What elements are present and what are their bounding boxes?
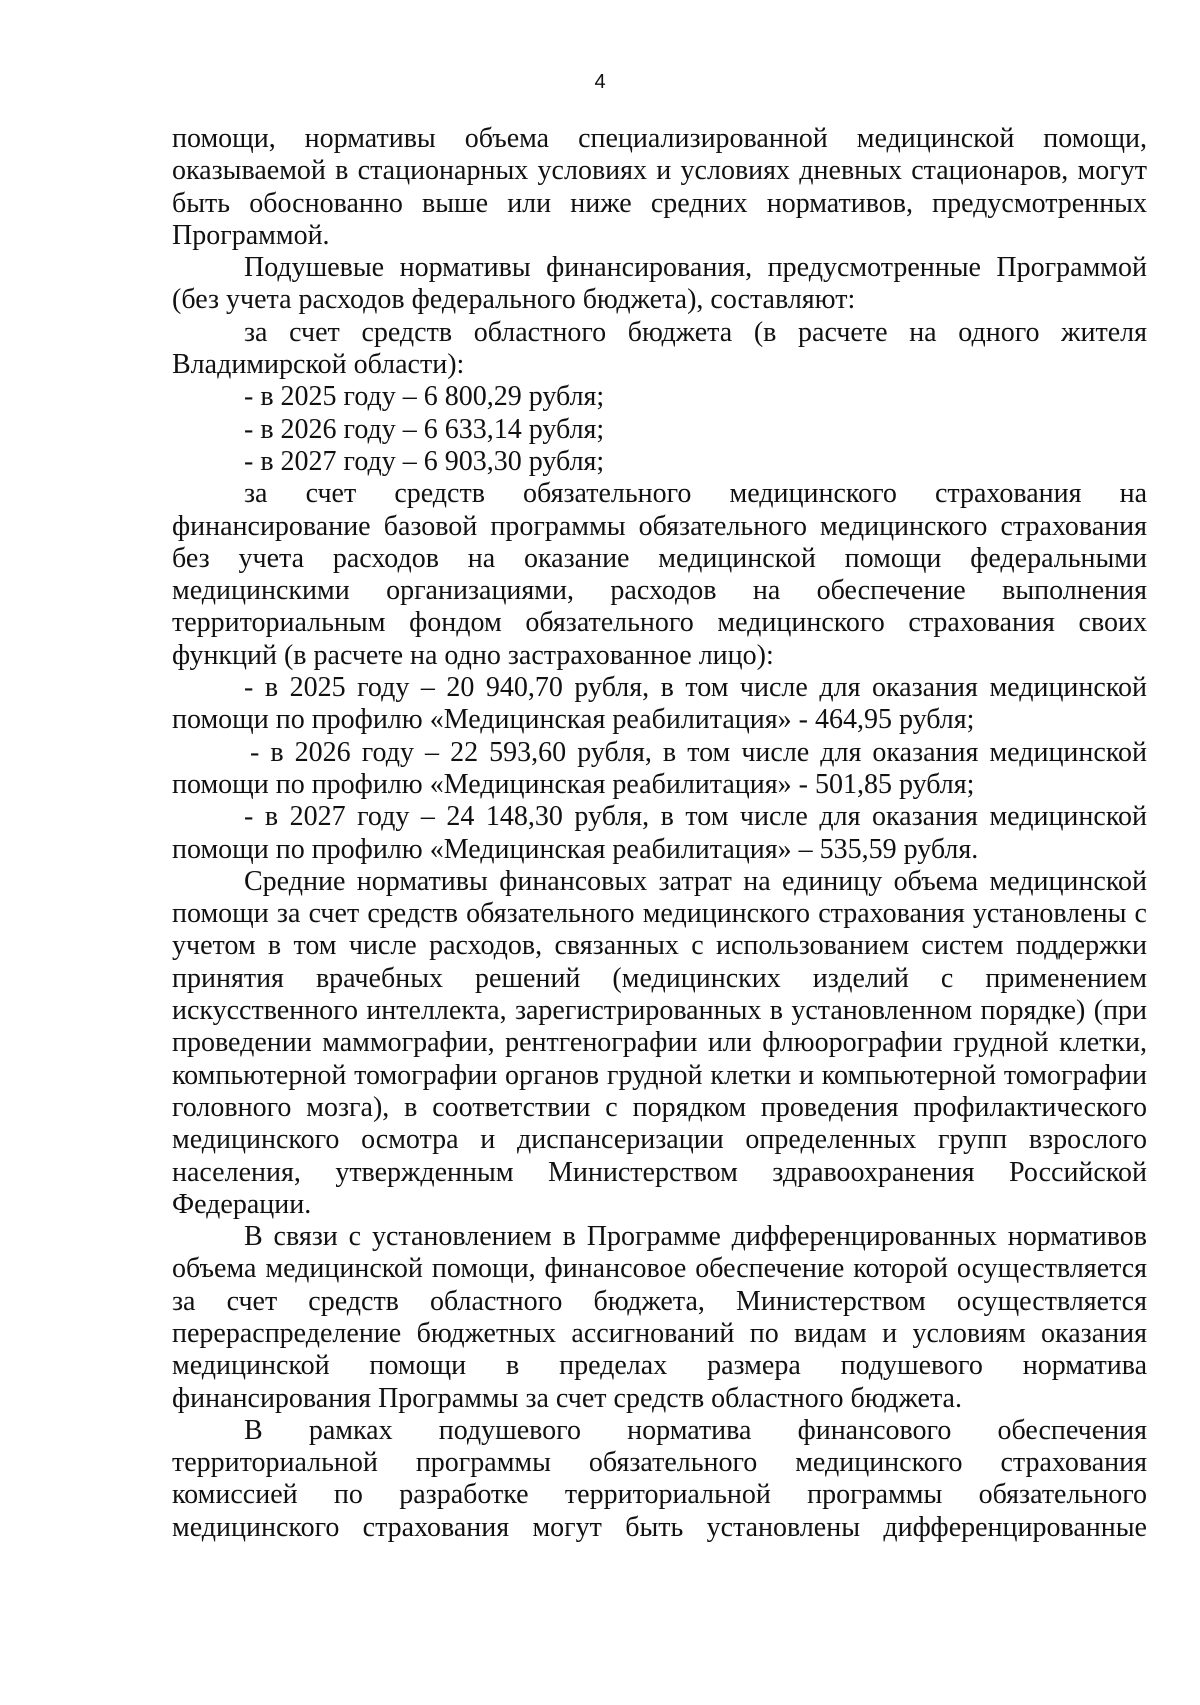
list-item-2025-oms: - в 2025 году – 20 940,70 рубля, в том числе для оказания медицинской помощи по профилю «Медицинская реабилитация» - 464,95 рубля; (172, 672, 1147, 736)
paragraph-oms-funding: за счет средств обязательного медицинского страхования на финансирование базовой программы обязательного медицинского страхования без учета расходов на оказание медицинской помощи федеральными медицинскими организациями, расходов на обеспечение выполнения территориальным фондом обязательного медицинского страхования своих функций (в расчете на одно застрахованное лицо): (172, 478, 1147, 671)
paragraph-per-capita-intro: Подушевые нормативы финансирования, предусмотренные Программой (без учета расходов федерального бюджета), составляют: (172, 252, 1147, 316)
list-item-2025-regional: - в 2025 году – 6 800,29 рубля; (244, 381, 605, 413)
list-item-2026-regional: - в 2026 году – 6 633,14 рубля; (244, 413, 605, 445)
paragraph-differentiated-norms: В связи с установлением в Программе дифференцированных нормативов объема медицинской помощи, финансовое обеспечение которой осуществляется за счет средств областного бюджета, Министерством осуществляется перераспределение бюджетных ассигнований по видам и условиям оказания медицинской помощи в пределах размера подушевого норматива финансирования Программы за счет средств областного бюджета. (172, 1221, 1147, 1414)
list-item-2026-oms: - в 2026 году – 22 593,60 рубля, в том числе для оказания медицинской помощи по профилю «Медицинская реабилитация» - 501,85 рубля; (172, 736, 1147, 800)
document-body (172, 123, 1147, 1544)
paragraph-average-norms: Средние нормативы финансовых затрат на единицу объема медицинской помощи за счет средств обязательного медицинского страхования установлены с учетом в том числе расходов, связанных с использованием систем поддержки принятия врачебных решений (медицинских изделий с применением искусственного интеллекта, зарегистрированных в установленном порядке) (при проведении маммографии, рентгенографии или флюорографии грудной клетки, компьютерной томографии органов грудной клетки и компьютерной томографии головного мозга), в соответствии с порядком проведения профилактического медицинского осмотра и диспансеризации определенных групп взрослого населения, утвержденным Министерством здравоохранения Российской Федерации. (172, 865, 1147, 1220)
paragraph-continuation: помощи, нормативы объема специализированной медицинской помощи, оказываемой в стационарных условиях и условиях дневных стационаров, могут быть обоснованно выше или ниже средних нормативов, предусмотренных Программой. (172, 123, 1147, 251)
paragraph-regional-budget: за счет средств областного бюджета (в расчете на одного жителя Владимирской области): (172, 316, 1147, 381)
page-number: 4 (594, 71, 606, 93)
list-item-2027-oms: - в 2027 году – 24 148,30 рубля, в том числе для оказания медицинской помощи по профилю «Медицинская реабилитация» – 535,59 рубля. (172, 801, 1147, 865)
list-item-2027-regional: - в 2027 году – 6 903,30 рубля; (244, 445, 605, 477)
paragraph-commission: В рамках подушевого норматива финансового обеспечения территориальной программы обязательного медицинского страхования комиссией по разработке территориальной программы обязательного медицинского страхования могут быть установлены дифференцированные (172, 1414, 1147, 1543)
